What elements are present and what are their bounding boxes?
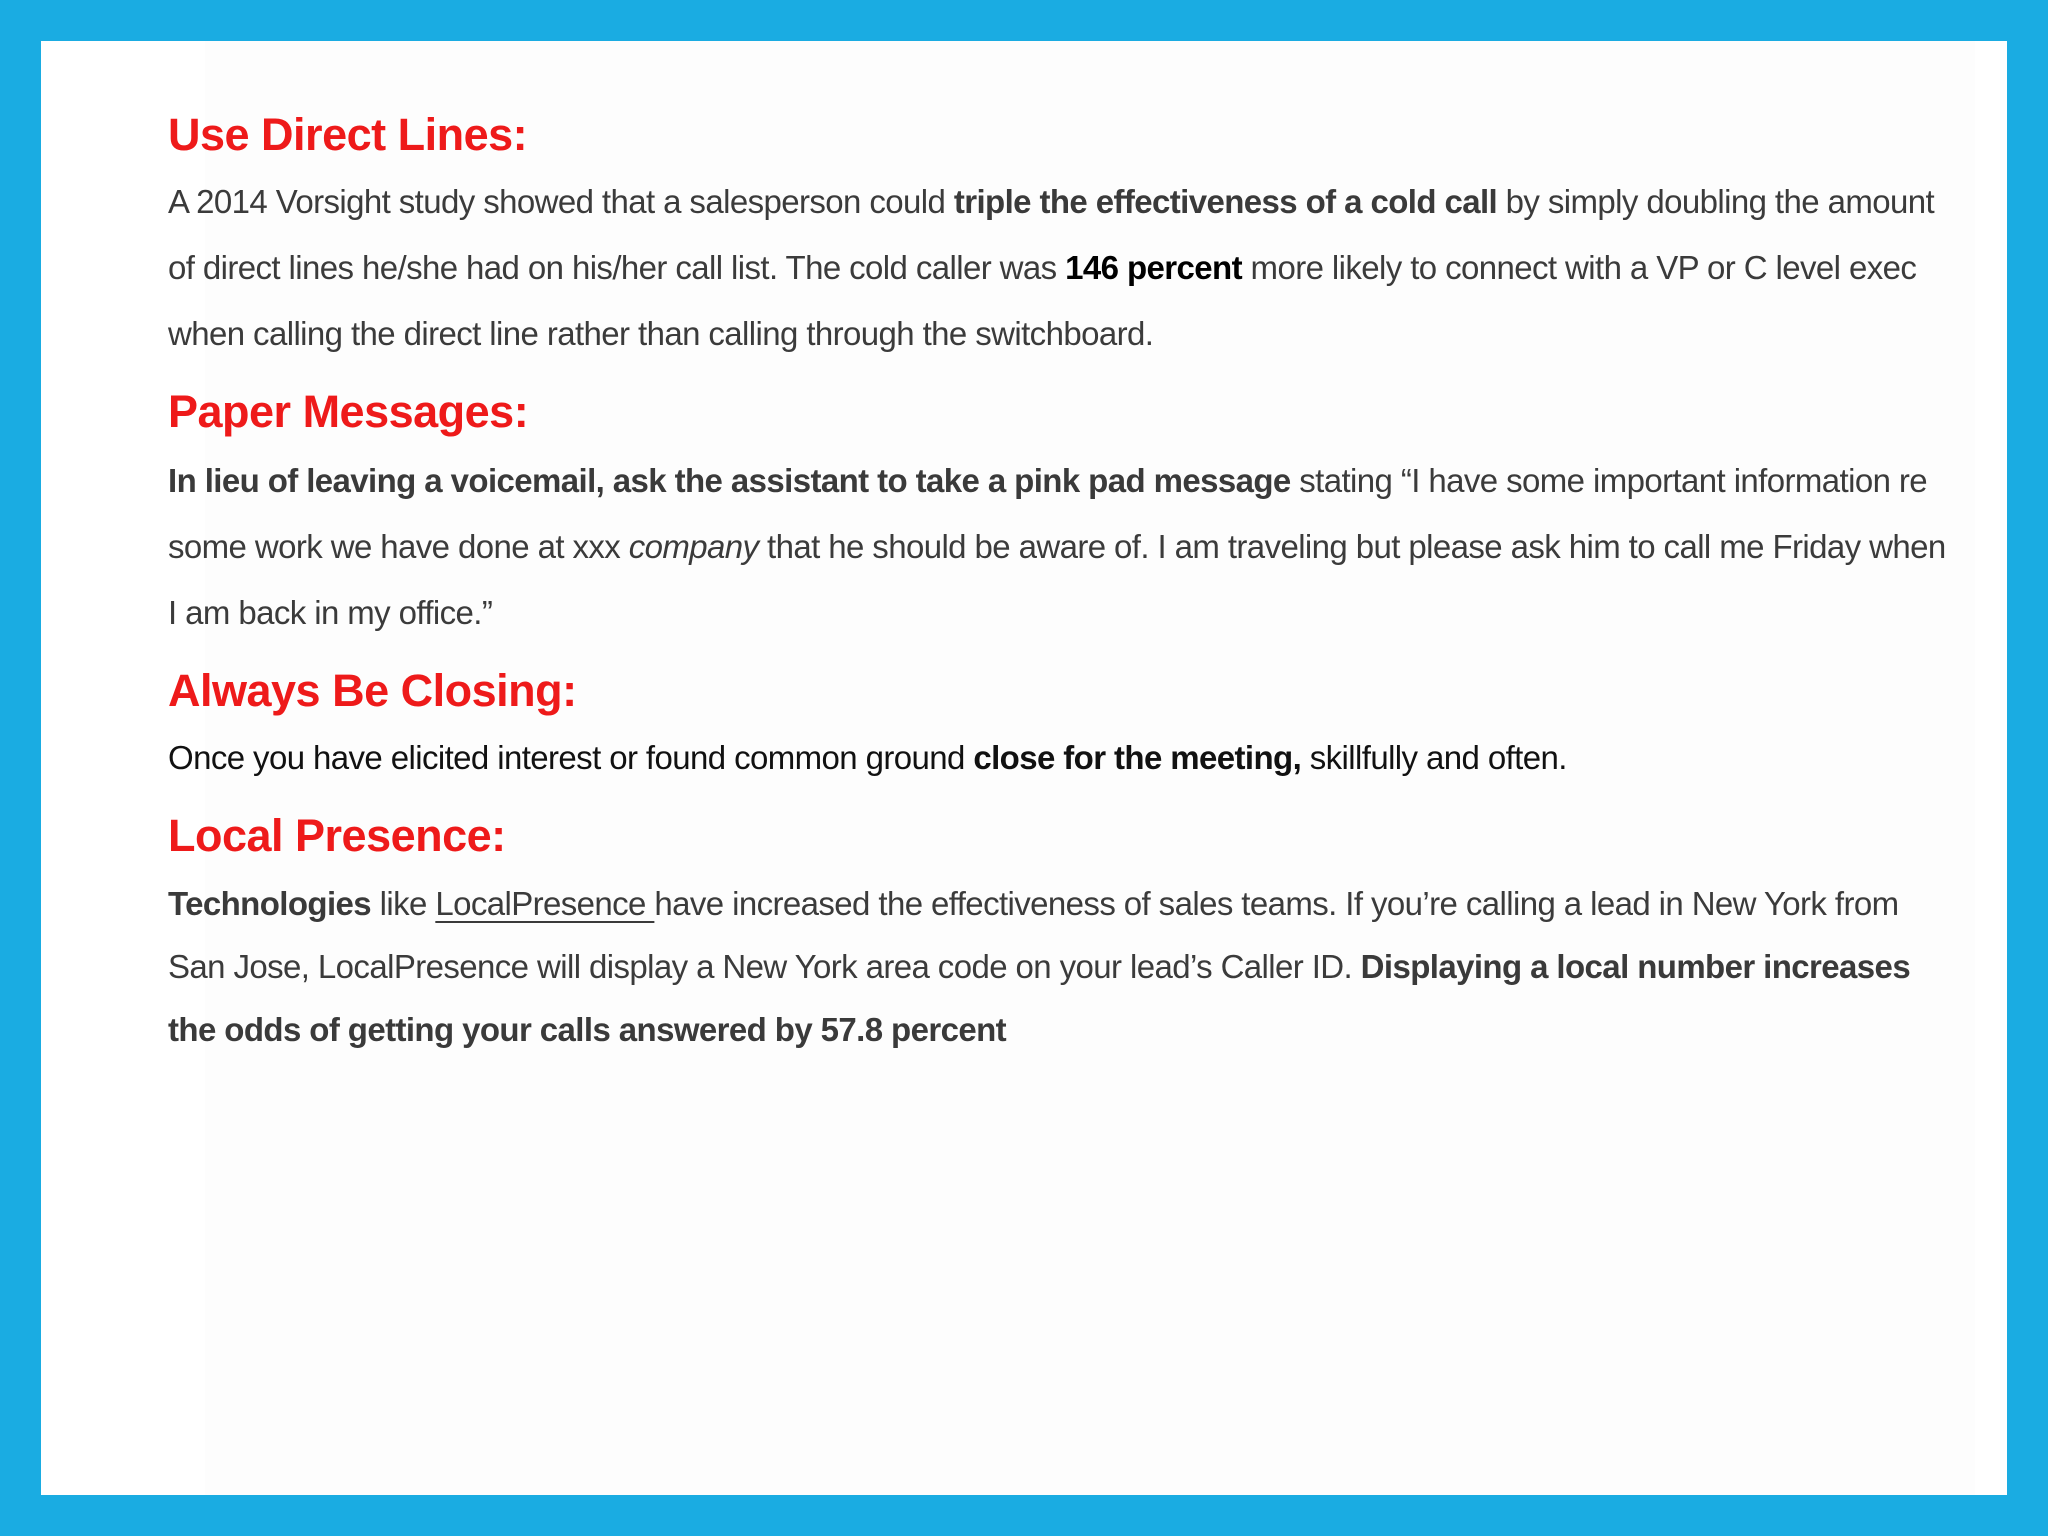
- paragraph-use-direct-lines: [168, 169, 1948, 367]
- text-run: like: [371, 885, 436, 922]
- text-run: have increased the effectiveness of sales teams. If you’re calling a lead in New York from San Jose, LocalPresence will display a New York area code on your lead’s Caller ID.: [168, 885, 1899, 985]
- localpresence-link[interactable]: LocalPresence: [435, 885, 655, 922]
- paragraph-always-be-closing: [168, 725, 1948, 791]
- emphasis-pink-pad-message: In lieu of leaving a voicemail, ask the assistant to take a pink pad message: [168, 462, 1291, 499]
- emphasis-technologies: Technologies: [168, 885, 372, 922]
- italic-company: company: [628, 528, 759, 565]
- slide-content: [168, 70, 1948, 1061]
- emphasis-close-for-meeting: close for the meeting,: [973, 739, 1302, 776]
- emphasis-triple-effectiveness: triple the effectiveness of a cold call: [953, 183, 1498, 220]
- text-run: more likely to connect with a VP or C level exec when calling the direct line rather than calling through the switchboard.: [168, 249, 1917, 352]
- text-run: by simply doubling the amount of direct lines he/she had on his/her call list. The cold caller was: [168, 183, 1935, 286]
- emphasis-displaying-local-number: Displaying a local number increases the odds of getting your calls answered by 57.8 percent: [168, 948, 1911, 1048]
- text-run: A 2014 Vorsight study showed that a salesperson could: [168, 183, 954, 220]
- text-run: that he should be aware of. I am traveling but please ask him to call me Friday when I am back in my office.”: [168, 528, 1946, 631]
- text-run: stating “I have some important information re some work we have done at xxx: [168, 462, 1928, 565]
- heading-local-presence: Local Presence:: [168, 810, 506, 861]
- heading-always-be-closing: Always Be Closing:: [168, 665, 577, 716]
- heading-paper-messages: Paper Messages:: [168, 386, 529, 437]
- paragraph-local-presence: [168, 872, 1948, 1061]
- text-run: Once you have elicited interest or found common ground: [168, 739, 974, 776]
- paragraph-paper-messages: [168, 448, 1948, 646]
- heading-use-direct-lines: Use Direct Lines:: [168, 109, 528, 160]
- text-run: skillfully and often.: [1301, 739, 1567, 776]
- emphasis-146-percent: 146 percent: [1065, 249, 1242, 286]
